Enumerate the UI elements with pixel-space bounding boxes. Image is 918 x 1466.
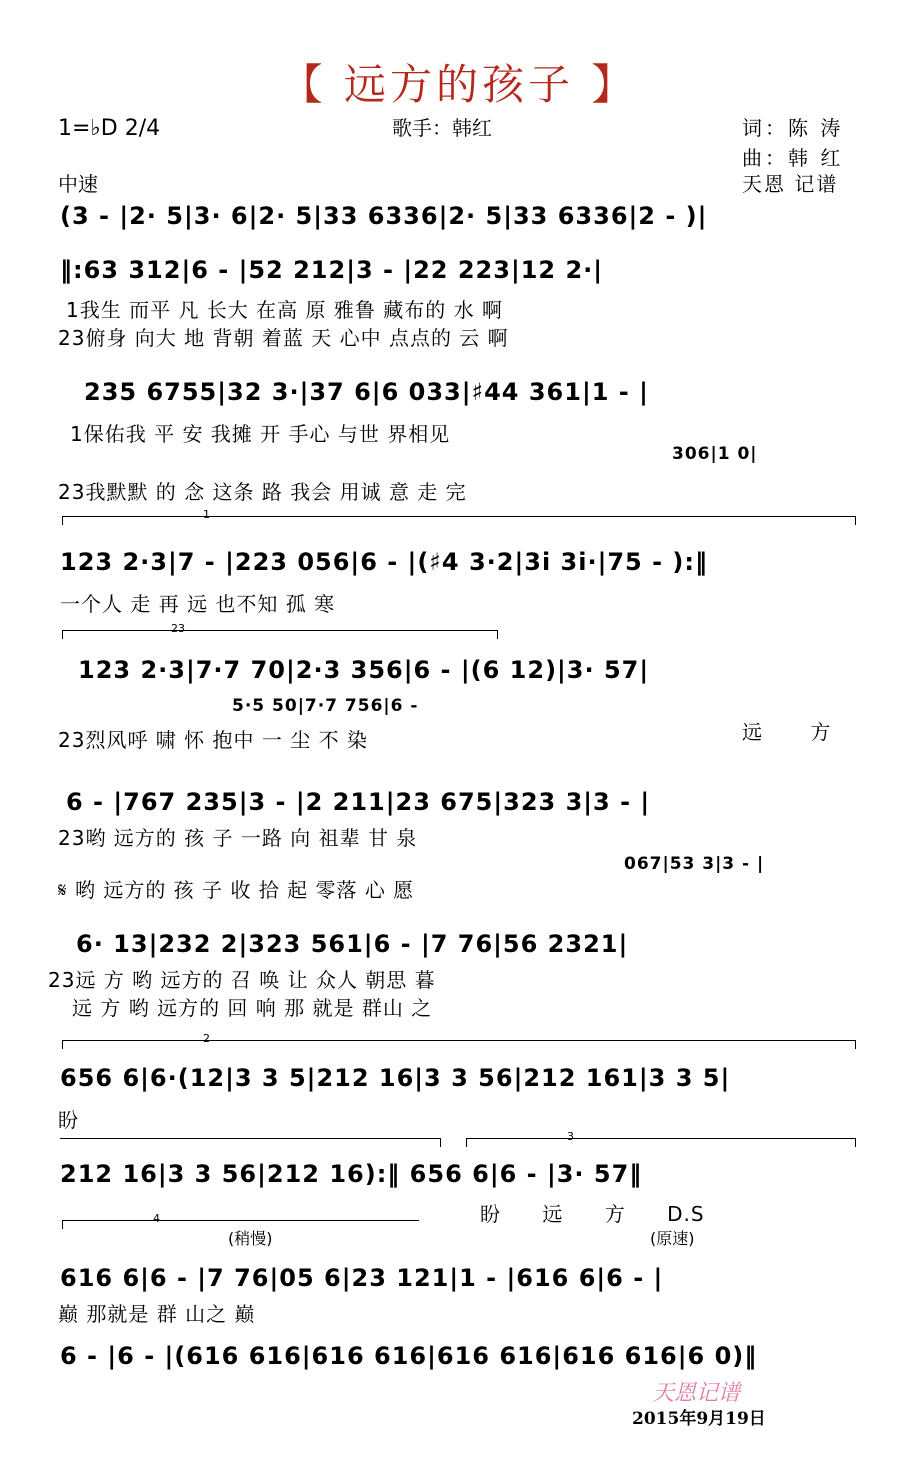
alt-ending: 067|53 3|3 - | [624, 854, 765, 874]
score-line: 123 2·3|7·7 70|2·3 356|6 - |(6 12)|3· 57| [78, 656, 650, 684]
volta-bracket: 1 [62, 516, 856, 525]
volta-bracket: 23 [62, 630, 498, 639]
watermark-stamp: 天恩记谱 [652, 1381, 741, 1406]
lyric-line: 巅 那就是 群 山之 巅 [58, 1302, 256, 1326]
alt-harmony: 5·5 50|7·7 756|6 - [232, 696, 419, 716]
volta-bracket: 4 [62, 1220, 419, 1229]
score-line: 212 16|3 3 56|212 16):‖ 656 6|6 - |3· 57‖ [60, 1160, 643, 1188]
lyric-line: 1保佑我 平 安 我摊 开 手心 与世 界相见 [70, 422, 451, 446]
score-line: 235 6755|32 3·|37 6|6 033|♯44 361|1 - | [84, 378, 649, 406]
lyric-line: 23烈风呼 啸 怀 抱中 一 尘 不 染 [58, 728, 368, 752]
lyric-line: 远 方 [742, 720, 832, 744]
volta-bracket: 3 [466, 1138, 856, 1147]
score-line: 6 - |6 - |(616 616|616 616|616 616|616 616|6 0)‖ [60, 1342, 758, 1370]
date: 2015年9月19日 [632, 1409, 766, 1429]
volta-bracket: 2 [62, 1040, 856, 1049]
tempo-mark: (原速) [650, 1229, 695, 1248]
lyric-line: 23哟 远方的 孩 子 一路 向 祖辈 甘 泉 [58, 826, 418, 850]
score-line: 6· 13|232 2|323 561|6 - |7 76|56 2321| [76, 930, 629, 958]
key-signature: 1=♭D 2/4 [58, 116, 161, 141]
tempo: 中速 [58, 172, 98, 196]
score-line: 616 6|6 - |7 76|05 6|23 121|1 - |616 6|6 - | [60, 1264, 664, 1292]
song-title: 【 远方的孩子 】 [280, 60, 638, 109]
score-line: ‖:63 312|6 - |52 212|3 - |22 223|12 2·| [60, 256, 604, 284]
singer: 歌手：韩红 [392, 116, 492, 140]
lyric-line: 𝄋 哟 远方的 孩 子 收 拾 起 零落 心 愿 [58, 878, 415, 902]
score-line: (3 - |2· 5|3· 6|2· 5|33 6336|2· 5|33 6336|2 - )| [60, 202, 708, 230]
transcriber: 天恩 记谱 [742, 172, 839, 196]
score-line: 6 - |767 235|3 - |2 211|23 675|323 3|3 - | [66, 788, 651, 816]
lyricist: 词：陈 涛 [742, 116, 844, 140]
lyric-line: 盼 远 方 D.S [480, 1202, 705, 1226]
lyric-line: 23俯身 向大 地 背朝 着蓝 天 心中 点点的 云 啊 [58, 326, 509, 350]
lyric-line: 1我生 而平 凡 长大 在高 原 雅鲁 藏布的 水 啊 [66, 298, 503, 322]
lyric-line: 一个人 走 再 远 也不知 孤 寒 [60, 592, 336, 616]
lyric-line: 23远 方 哟 远方的 召 唤 让 众人 朝思 暮 [48, 968, 436, 992]
tempo-mark: (稍慢) [228, 1229, 273, 1248]
lyric-line: 远 方 哟 远方的 回 响 那 就是 群山 之 [72, 996, 433, 1020]
volta-bracket [60, 1138, 441, 1147]
composer: 曲：韩 红 [742, 146, 844, 170]
score-line: 123 2·3|7 - |223 056|6 - |(♯4 3·2|3i 3i·|75 - ):‖ [60, 548, 708, 576]
score-line: 656 6|6·(12|3 3 5|212 16|3 3 56|212 161|3 3 5| [60, 1064, 731, 1092]
lyric-line: 23我默默 的 念 这条 路 我会 用诚 意 走 完 [58, 480, 467, 504]
alt-ending: 306|1 0| [672, 444, 758, 464]
lyric-line: 盼 [58, 1108, 79, 1132]
